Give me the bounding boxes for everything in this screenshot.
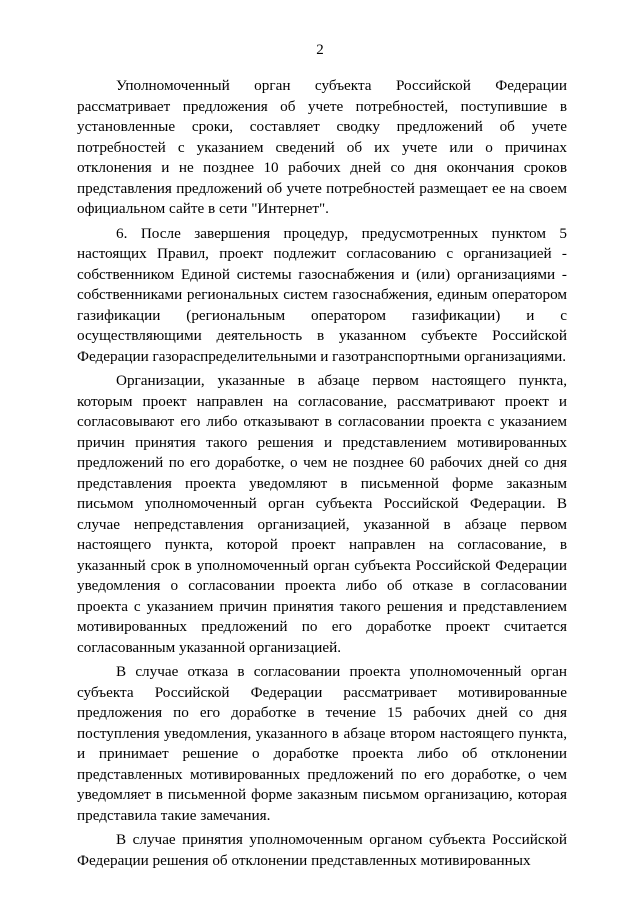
paragraph-review-proposals: Уполномоченный орган субъекта Российской Федерации рассматривает предложения об учете потребностей, поступившие в установленные сроки, составляет сводку предложений об учете потребностей с указанием сведений об их учете или о причинах отклонения и не позднее 10 рабочих дней со дня окончания сроков представления предложений об учете потребностей размещает ее на своем официальном сайте в сети "Интернет". (77, 77, 567, 217)
document-body (77, 76, 567, 875)
paragraph-refusal-case: В случае отказа в согласовании проекта уполномоченный орган субъекта Российской Федерации рассматривает мотивированные предложения по его доработке в течение 15 рабочих дней со дня поступления уведомления, указанного в абзаце втором настоящего пункта, и принимает решение о доработке проекта либо об отклонении представленных мотивированных предложений по его доработке, о чем уведомляет в письменной форме заказным письмом организацию, которая представила такие замечания. (77, 663, 567, 824)
paragraph-rejection-decision: В случае принятия уполномоченным органом субъекта Российской Федерации решения об отклонении представленных мотивированных (77, 831, 567, 869)
paragraph-item-6: 6. После завершения процедур, предусмотренных пунктом 5 настоящих Правил, проект подлежит согласованию с организацией - собственником Единой системы газоснабжения и (или) организациями - собственниками региональных систем газоснабжения, единым оператором газификации (региональным оператором газификации) и с осуществляющими деятельность в указанном субъекте Российской Федерации газораспределительными и газотранспортными организациями. (77, 224, 567, 365)
paragraph-organizations-approval: Организации, указанные в абзаце первом настоящего пункта, которым проект направлен на согласование, рассматривают проект и согласовывают его либо отказывают в согласовании проекта с указанием причин принятия такого решения и представлением мотивированных предложений по его доработке, о чем не позднее 60 рабочих дней со дня представления проекта уведомляют в письменной форме заказным письмом уполномоченный орган субъекта Российской Федерации. В случае непредставления организацией, указанной в абзаце первом настоящего пункта, которой проект направлен на согласование, в указанный срок в уполномоченный орган субъекта Российской Федерации уведомления о согласовании проекта либо об отказе в согласовании проекта с указанием причин принятия такого решения и представлением мотивированных предложений по его доработке проект считается согласованным указанной организацией. (77, 372, 567, 656)
page-number: 2 (316, 42, 324, 58)
